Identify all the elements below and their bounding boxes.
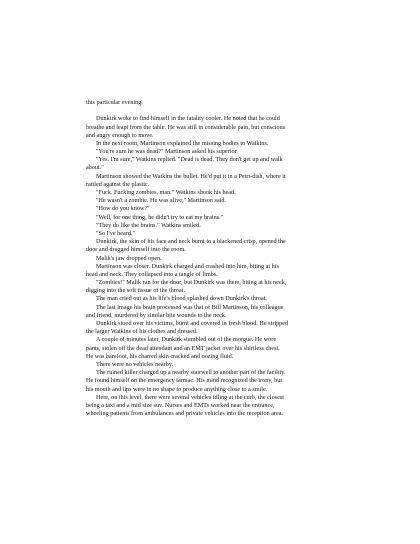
text-line: rattled against the plastic.: [86, 180, 150, 188]
text-line: "Zombies!" Malik ran for the door, but Dunkirk was there, biting at his neck,: [96, 279, 287, 287]
text-line: A couple of minutes later, Dunkirk stumbled out of the morgue. He wore: [96, 336, 277, 344]
text-line: In the next room, Martinson explained the missing bodies to Watkins.: [96, 139, 269, 147]
text-line: "They do like the brains." Watkins smiled.: [96, 221, 201, 229]
text-line: The last image his brain processed was that of Bill Martinson, his colleague: [96, 303, 284, 311]
text-line: "How do you know?": [96, 205, 150, 213]
text-line: breathe and leapt from the table. He was still in considerable pain, but conscious: [86, 123, 286, 131]
text-line: "Well, for one thing, he didn't try to eat my brains.": [96, 213, 224, 221]
text-line: pants, stolen off the dead attendant and an EMT jacket over his shirtless chest.: [86, 344, 280, 352]
text-line: Malik's jaw dropped open.: [96, 254, 162, 262]
text-line: Here, on this level, there were several vehicles idling at the curb, the closest: [96, 393, 284, 401]
text-line: about.": [86, 164, 104, 172]
text-line: "He wasn't a zombie. He was alive," Martinson said.: [96, 197, 227, 205]
text-line: There were no vehicles nearby.: [96, 360, 174, 368]
text-line: this particular evening.: [86, 99, 143, 106]
text-line: being a taxi and a mid size suv. Nurses and EMTs worked near the entrance,: [86, 401, 275, 409]
text-line: He was barefoot, his charred skin cracked and oozing fluid.: [86, 352, 234, 360]
text-line: Martinson showed the Watkins the bullet. He'd put it in a Petri-dish, where it: [96, 172, 286, 180]
body-text: [86, 99, 340, 418]
text-line: and angry enough to move.: [86, 131, 154, 139]
text-line: Dunkirk stood over his victims, burnt and covered in fresh blood. He stripped: [96, 320, 289, 328]
text-line: "You're sure he was dead?" Martinson asked his superior.: [96, 148, 238, 156]
text-line: Dunkirk, the skin of his face and neck burnt to a blackened crisp, opened the: [96, 238, 286, 246]
text-line: the larger Watkins of his clothes and dressed.: [86, 328, 198, 336]
text-line: "Yes. I'm sure," Watkins replied. "Dead is dead. They don't get up and walk: [96, 156, 283, 164]
text-line: head and neck. They collapsed into a tangle of limbs.: [86, 270, 218, 278]
text-line: Dunkirk woke to find himself in the fatality cooler. He noted that he could: [96, 115, 280, 123]
text-line: wheeling patients from ambulances and private vehicles into the reception area.: [86, 410, 284, 418]
text-line: The ruined killer charged up a nearby stairwell to another part of the facility.: [96, 369, 286, 377]
text-line: door and dragged himself into the room.: [86, 246, 186, 254]
text-line: "So I've heard.": [96, 229, 135, 237]
text-line: his mouth and lips were in no shape to produce anything close to a smile.: [86, 385, 268, 393]
text-line: The man cried out as his life's blood splashed down Dunkirk's throat.: [96, 295, 267, 303]
paragraph-spacer: [86, 107, 340, 115]
text-line: Martinson was closer. Dunkirk charged and crashed into him, biting at his: [96, 262, 279, 270]
text-line: and friend, murdered by similar bite wounds to the neck.: [86, 311, 227, 319]
text-line: He found himself on the emergency tarmac. His mind recognized the irony, but: [86, 377, 283, 385]
text-line: "Fuck. Fucking zombies, man." Watkins shook his head.: [96, 189, 236, 197]
text-line: digging into the soft tissue of the throat.: [86, 287, 185, 295]
